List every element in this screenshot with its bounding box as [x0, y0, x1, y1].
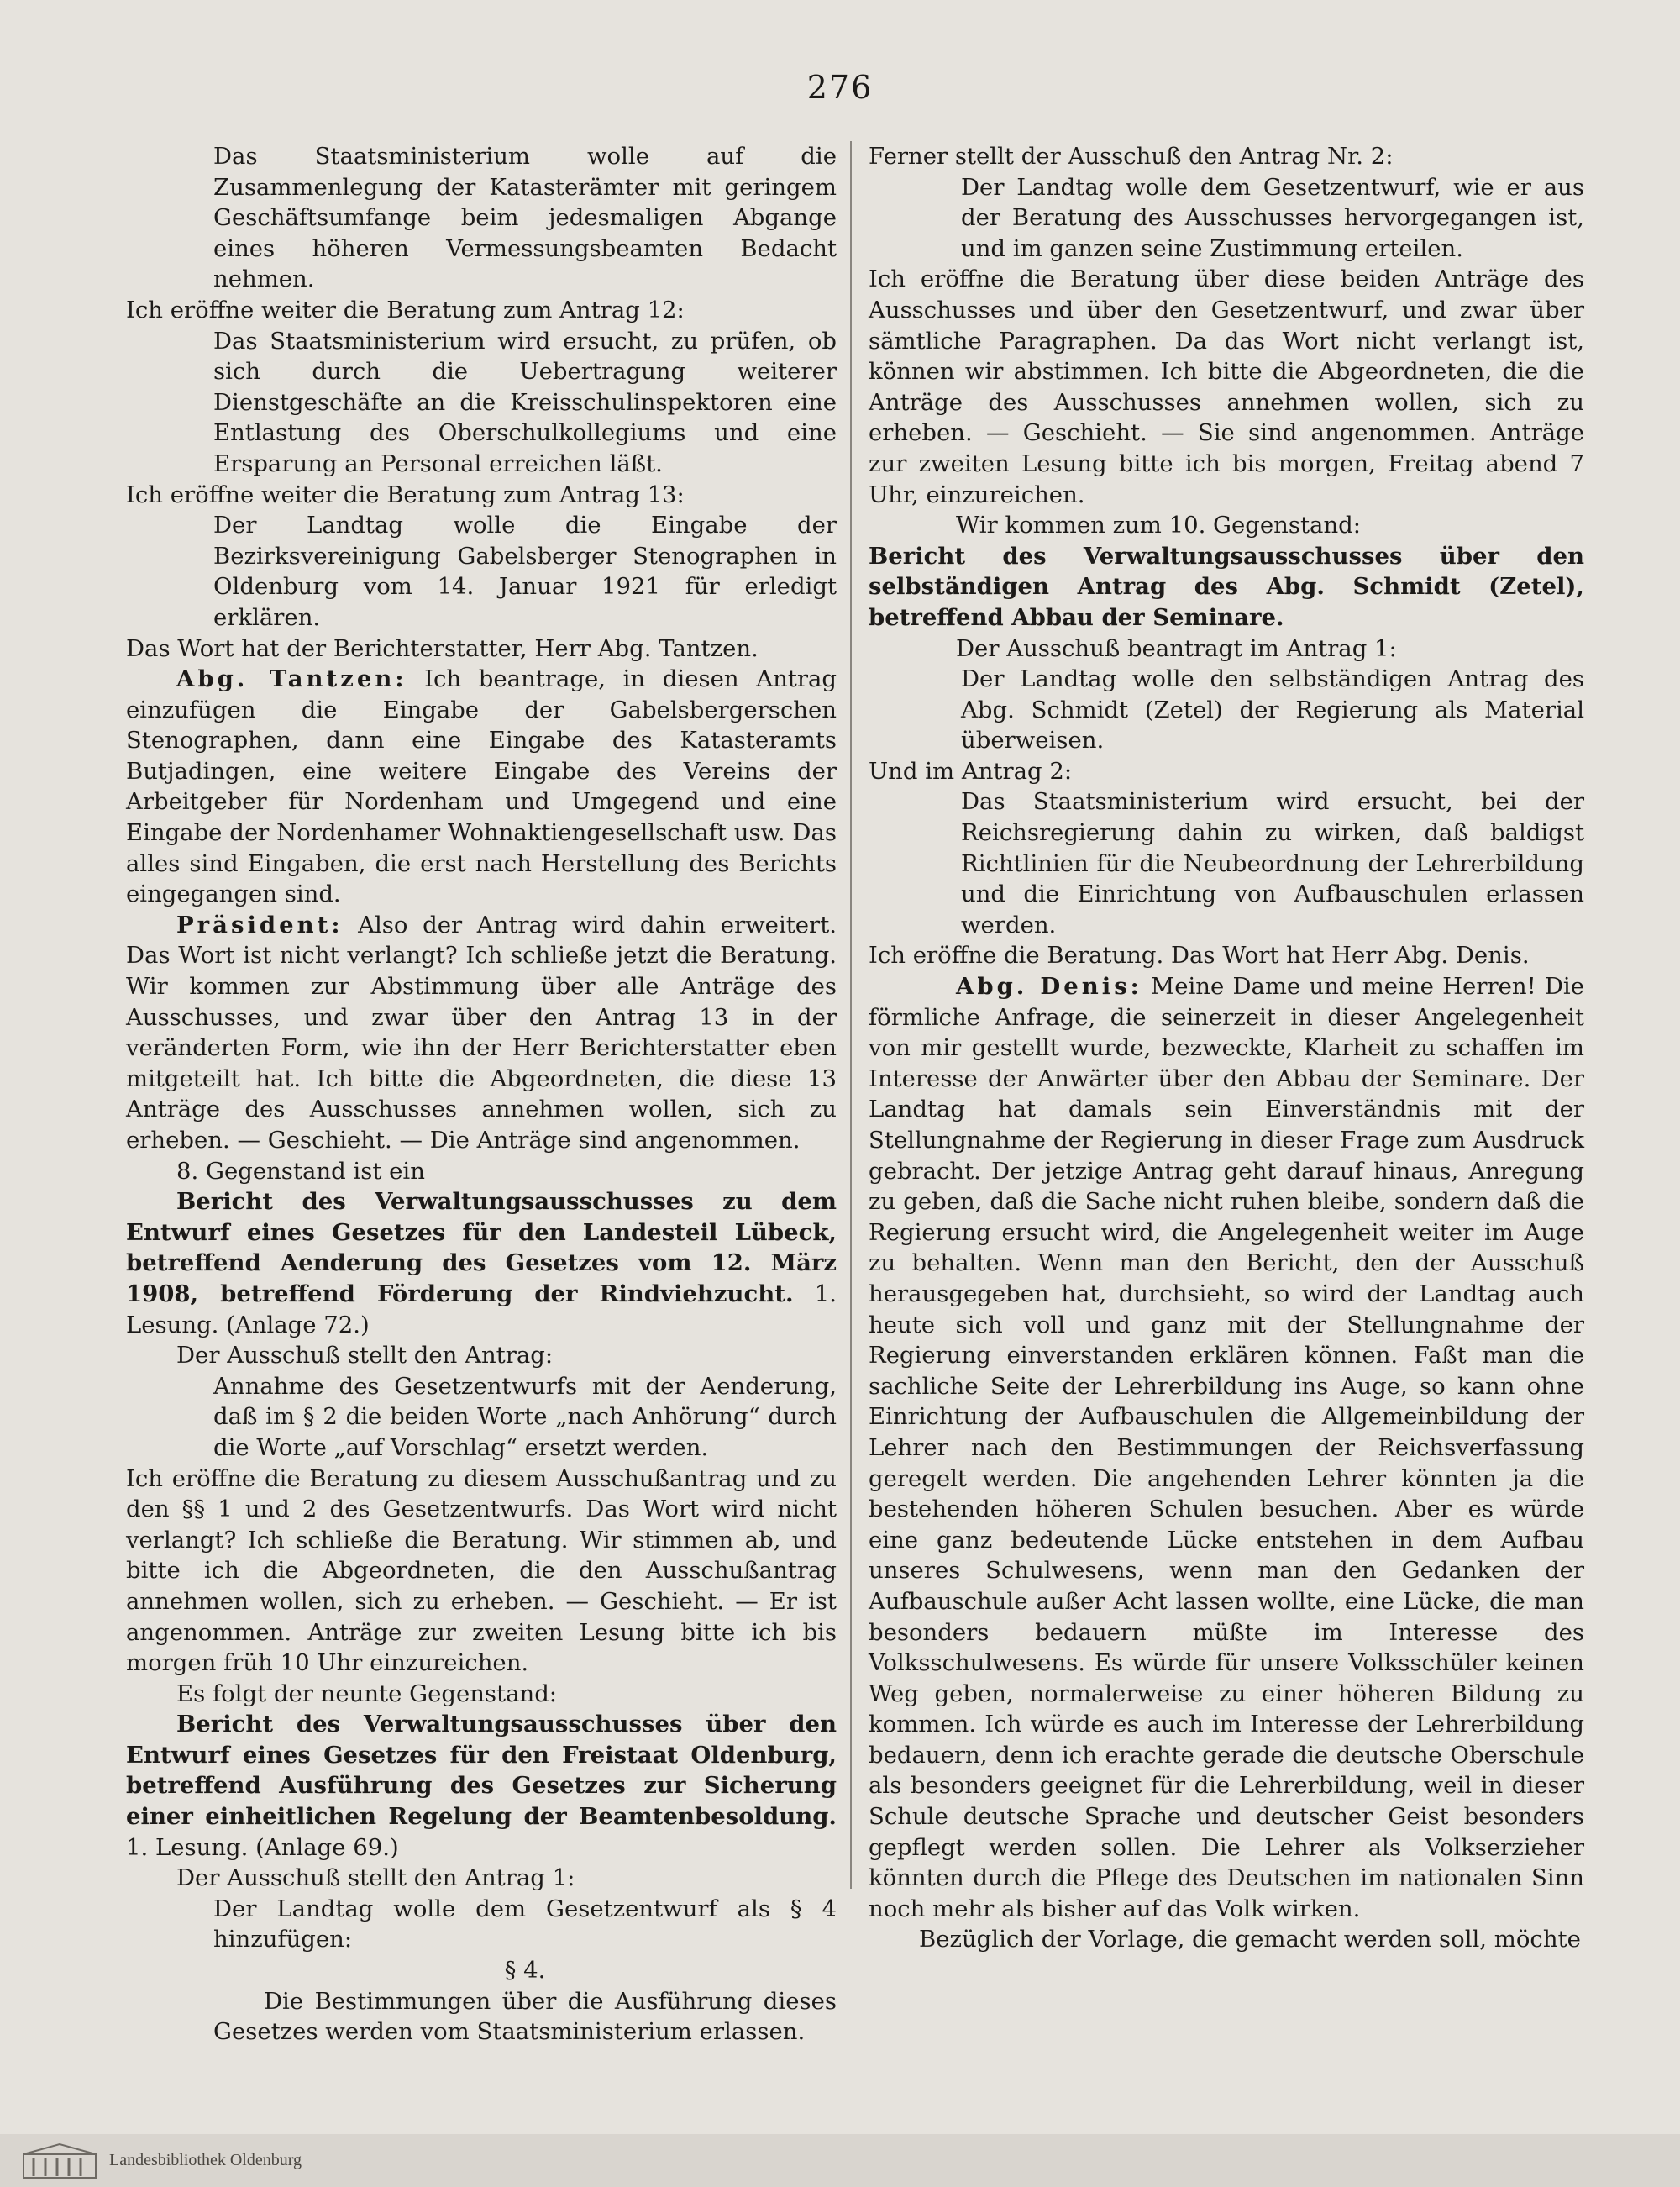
speaker-paragraph	[126, 664, 837, 910]
paragraph: 8. Gegenstand ist ein	[176, 1157, 425, 1185]
paragraph: Der Landtag wolle dem Gesetzentwurf, wie er aus der Beratung des Ausschusses hervorgegangen ist, und im ganzen seine Zustimmung erteilen.	[961, 173, 1584, 262]
speaker-paragraph	[126, 910, 837, 1156]
paragraph: Der Ausschuß stellt den Antrag:	[176, 1342, 554, 1370]
paragraph: Ich eröffne die Beratung. Das Wort hat Herr Abg. Denis.	[869, 942, 1530, 970]
speaker-name: Präsident:	[176, 911, 344, 938]
library-building-icon	[22, 2142, 97, 2179]
paragraph: Der Ausschuß stellt den Antrag 1:	[176, 1864, 575, 1892]
agenda-heading	[126, 1186, 837, 1340]
paragraph: Der Landtag wolle die Eingabe der Bezirksvereinigung Gabelsberger Stenographen in Oldenburg vom 14. Januar 1921 für erledigt erklären.	[213, 512, 837, 631]
paragraph: Das Wort hat der Berichterstatter, Herr Abg. Tantzen.	[126, 634, 759, 662]
paragraph: Ich eröffne weiter die Beratung zum Antrag 13:	[126, 481, 685, 508]
agenda-heading-title: Bericht des Verwaltungsausschusses über den selbständigen Antrag des Abg. Schmidt (Zetel), betreffend Abbau der Seminare.	[869, 542, 1584, 631]
agenda-heading-title: Bericht des Verwaltungsausschusses zu dem Entwurf eines Gesetzes für den Landesteil Lübeck, betreffend Aenderung des Gesetzes vom 12. März 1908, betreffend Förderung der Rindviehzucht.	[126, 1188, 837, 1307]
paragraph: Wir kommen zum 10. Gegenstand:	[956, 512, 1362, 539]
page-number: 276	[806, 69, 874, 106]
paragraph: Bezüglich der Vorlage, die gemacht werden soll, möchte	[919, 1926, 1581, 1953]
library-footer	[0, 2134, 1680, 2187]
paragraph: Ich eröffne die Beratung zu diesem Ausschußantrag und zu den §§ 1 und 2 des Gesetzentwurfs. Das Wort wird nicht verlangt? Ich schließe die Beratung. Wir stimmen ab, und bitte ich die Abgeordneten, die den Ausschußantrag annehmen wollen, sich zu erheben. — Geschieht. — Er ist angenommen. Anträge zur zweiten Lesung bitte ich bis morgen früh 10 Uhr einzureichen.	[126, 1464, 837, 1677]
speaker-name: Abg. Tantzen:	[176, 665, 407, 693]
paragraph: Ich eröffne die Beratung über diese beiden Anträge des Ausschusses und über den Gesetzentwurf, und zwar über sämtliche Paragraphen. Da das Wort nicht verlangt ist, können wir abstimmen. Ich bitte die Abgeordneten, die die Anträge des Ausschusses annehmen wollen, sich zu erheben. — Geschieht. — Sie sind angenommen. Anträge zur zweiten Lesung bitte ich bis morgen, Freitag abend 7 Uhr, einzureichen.	[869, 265, 1584, 508]
speech-text: Ich beantrage, in diesen Antrag einzufügen die Eingabe der Gabelsbergerschen Stenographen, dann eine Eingabe des Katasteramts Butjadingen, eine weitere Eingabe des Vereins der Arbeitgeber für Nordenham und Umgegend und eine Eingabe der Nordenhamer Wohnaktiengesellschaft usw. Das alles sind Eingaben, die erst nach Herstellung des Berichts eingegangen sind.	[126, 665, 837, 908]
paragraph: Das Staatsministerium wird ersucht, bei der Reichsregierung dahin zu wirken, daß baldigst Richtlinien für die Neubeordnung der Lehrerbildung und die Einrichtung von Aufbauschulen erlassen werden.	[961, 788, 1584, 938]
section-mark: § 4.	[504, 1957, 546, 1985]
paragraph: Der Ausschuß beantragt im Antrag 1:	[956, 634, 1397, 662]
agenda-heading-title: Bericht des Verwaltungsausschusses über den Entwurf eines Gesetzes für den Freistaat Oldenburg, betreffend Ausführung des Gesetzes zur Sicherung einer einheitlichen Regelung der Beamtenbesoldung.	[126, 1711, 837, 1831]
paragraph: Es folgt der neunte Gegenstand:	[176, 1680, 558, 1707]
speech-text: Meine Dame und meine Herren! Die förmliche Anfrage, die seinerzeit in dieser Angelegenheit von mir gestellt wurde, bezweckte, Klarheit zu schaffen im Interesse der Anwärter über den Abbau der Seminare. Der Landtag hat damals sein Einverständnis mit der Stellungnahme der Regierung in dieser Frage zum Ausdruck gebracht. Der jetzige Antrag geht darauf hinaus, Anregung zu geben, daß die Sache nicht ruhen bleibe, sondern daß die Regierung ersucht wird, die Angelegenheit weiter im Auge zu behalten. Wenn man den Bericht, den der Ausschuß herausgegeben hat, durchsieht, so wird der Landtag auch heute sich voll und ganz mit der Stellungnahme der Regierung einverstanden erklären können. Faßt man die sachliche Seite der Lehrerbildung ins Auge, so kann ohne Einrichtung der Aufbauschulen die Allgemeinbildung der Lehrer nach den Bestimmungen der Reichsverfassung geregelt werden. Die angehenden Lehrer könnten ja die bestehenden höheren Schulen besuchen. Aber es würde eine ganz bedeutende Lücke entstehen in dem Aufbau unseres Schulwesens, wenn man den Gedanken der Aufbauschule außer Acht lassen wollte, eine Lücke, die man besonders bedauern müßte im Interesse des Volksschulwesens. Es würde für unsere Volksschüler keinen Weg geben, normalerweise zu einer höheren Bildung zu kommen. Ich würde es auch im Interesse der Lehrerbildung bedauern, denn ich erachte gerade die deutsche Oberschule als besonders geeignet für die Lehrerbildung, weil in dieser Schule deutsche Sprache und deutscher Geist besonders gepflegt werden sollen. Die Lehrer als Volkserzieher könnten durch die Pflege des Deutschen im nationalen Sinn noch mehr als bisher auf das Volk wirken.	[869, 973, 1584, 1922]
paragraph: Das Staatsministerium wird ersucht, zu prüfen, ob sich durch die Uebertragung weiterer Dienstgeschäfte an die Kreisschulinspektoren eine Entlastung des Oberschulkollegiums und eine Ersparung an Personal erreichen läßt.	[213, 327, 837, 477]
paragraph: Die Bestimmungen über die Ausführung dieses Gesetzes werden vom Staatsministerium erlassen.	[213, 1987, 837, 2046]
library-name: Landesbibliothek Oldenburg	[109, 2151, 302, 2169]
agenda-heading-tail: 1. Lesung. (Anlage 69.)	[126, 1833, 399, 1861]
paragraph: Der Landtag wolle den selbständigen Antrag des Abg. Schmidt (Zetel) der Regierung als Material überweisen.	[961, 665, 1584, 754]
paragraph: Der Landtag wolle dem Gesetzentwurf als § 4 hinzufügen:	[213, 1895, 837, 1953]
paragraph: Und im Antrag 2:	[869, 757, 1073, 785]
left-column	[126, 141, 837, 2048]
agenda-heading	[869, 541, 1584, 633]
speaker-paragraph	[869, 971, 1584, 1924]
speaker-name: Abg. Denis:	[956, 973, 1142, 1001]
paragraph: Ferner stellt der Ausschuß den Antrag Nr. 2:	[869, 143, 1394, 170]
paragraph: Annahme des Gesetzentwurfs mit der Aenderung, daß im § 2 die beiden Worte „nach Anhörung“ durch die Worte „auf Vorschlag“ ersetzt werden.	[213, 1372, 837, 1461]
speech-text: Also der Antrag wird dahin erweitert. Das Wort ist nicht verlangt? Ich schließe jetzt die Beratung. Wir kommen zur Abstimmung über alle Anträge des Ausschusses, und zwar über den Antrag 13 in der veränderten Form, wie ihn der Herr Berichterstatter eben mitgeteilt hat. Ich bitte die Abgeordneten, die diese 13 Anträge des Ausschusses annehmen wollen, sich zu erheben. — Geschieht. — Die Anträge sind angenommen.	[126, 911, 837, 1154]
paragraph: Ich eröffne weiter die Beratung zum Antrag 12:	[126, 296, 685, 323]
paragraph: Das Staatsministerium wolle auf die Zusammenlegung der Katasterämter mit geringem Geschäftsumfange beim jedesmaligen Abgange eines höheren Vermessungsbeamten Bedacht nehmen.	[213, 143, 837, 293]
agenda-heading-tail: 1. Lesung. (Anlage 72.)	[126, 1280, 837, 1338]
agenda-heading	[126, 1709, 837, 1863]
right-column	[869, 141, 1584, 1955]
column-divider	[850, 141, 852, 1889]
